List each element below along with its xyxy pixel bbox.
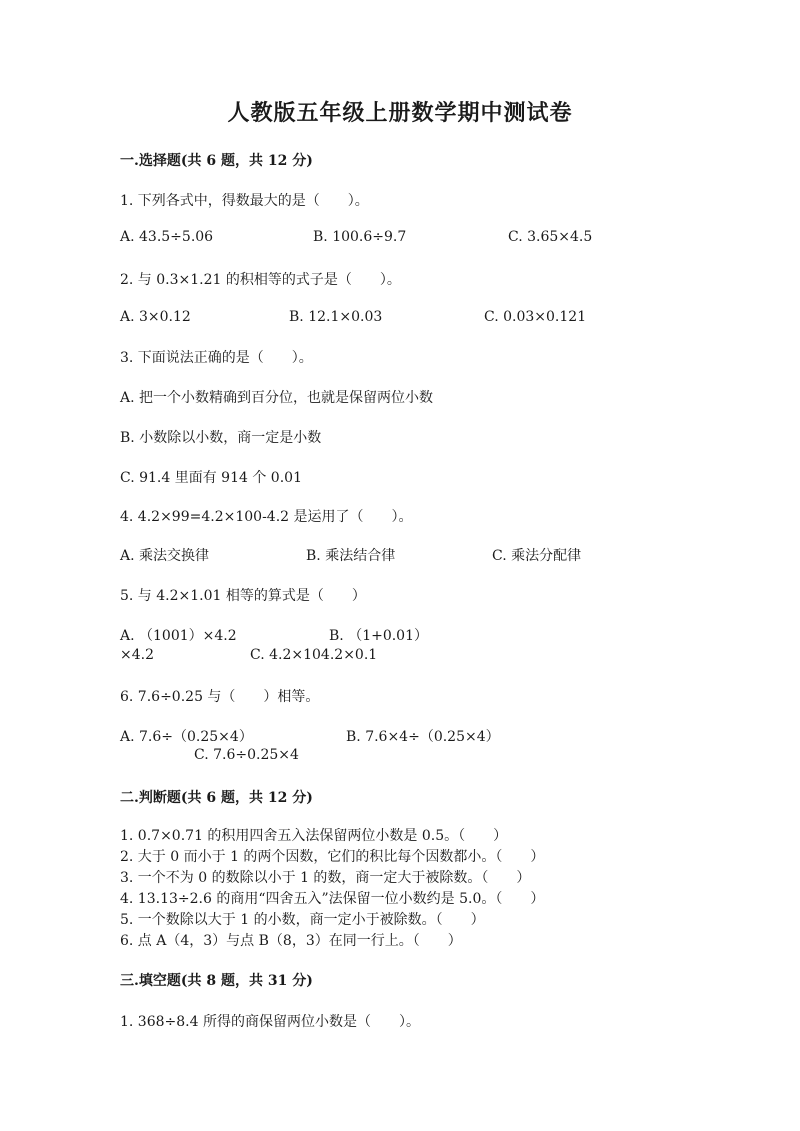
option-a: A. 7.6÷（0.25×4） <box>120 729 253 745</box>
option-c: C. 3.65×4.5 <box>508 229 593 245</box>
judgement-item: 6. 点 A（4，3）与点 B（8，3）在同一行上。（ ） <box>120 933 462 949</box>
option-a: A. 3×0.12 <box>120 309 191 325</box>
question-stem: 1. 368÷8.4 所得的商保留两位小数是（ ）。 <box>120 1014 420 1030</box>
judgement-item: 3. 一个不为 0 的数除以小于 1 的数，商一定大于被除数。（ ） <box>120 870 531 886</box>
option-c: C. 7.6÷0.25×4 <box>194 747 299 763</box>
section-heading-fill-blank: 三.填空题(共 8 题，共 31 分) <box>120 973 313 989</box>
question-stem: 1. 下列各式中，得数最大的是（ ）。 <box>120 193 369 209</box>
option-b: B. 小数除以小数，商一定是小数 <box>120 430 322 446</box>
option-c: C. 91.4 里面有 914 个 0.01 <box>120 470 302 486</box>
option-b: B. 乘法结合律 <box>306 548 396 564</box>
page-title: 人教版五年级上册数学期中测试卷 <box>227 100 573 126</box>
option-c: C. 4.2×104.2×0.1 <box>250 647 378 663</box>
option-c: C. 0.03×0.121 <box>484 309 587 325</box>
option-b-continued: ×4.2 <box>120 647 154 663</box>
question-stem: 4. 4.2×99=4.2×100-4.2 是运用了（ ）。 <box>120 509 413 525</box>
question-stem: 3. 下面说法正确的是（ ）。 <box>120 350 313 366</box>
question-stem: 2. 与 0.3×1.21 的积相等的式子是（ ）。 <box>120 272 401 288</box>
option-a: A. 把一个小数精确到百分位，也就是保留两位小数 <box>120 390 434 406</box>
judgement-item: 4. 13.13÷2.6 的商用“四舍五入”法保留一位小数约是 5.0。（ ） <box>120 891 545 907</box>
question-stem: 5. 与 4.2×1.01 相等的算式是（ ） <box>120 588 366 604</box>
option-a: A. （1001）×4.2 <box>120 628 237 644</box>
judgement-item: 5. 一个数除以大于 1 的小数，商一定小于被除数。（ ） <box>120 912 485 928</box>
option-b: B. 12.1×0.03 <box>289 309 383 325</box>
option-a: A. 乘法交换律 <box>120 548 210 564</box>
judgement-item: 1. 0.7×0.71 的积用四舍五入法保留两位小数是 0.5。（ ） <box>120 828 508 844</box>
question-stem: 6. 7.6÷0.25 与（ ）相等。 <box>120 689 320 705</box>
option-b: B. （1+0.01） <box>329 628 428 644</box>
section-heading-judgement: 二.判断题(共 6 题，共 12 分) <box>120 790 313 806</box>
option-b: B. 7.6×4÷（0.25×4） <box>346 729 500 745</box>
option-c: C. 乘法分配律 <box>492 548 582 564</box>
option-b: B. 100.6÷9.7 <box>313 229 407 245</box>
section-heading-choice: 一.选择题(共 6 题，共 12 分) <box>120 153 313 169</box>
option-a: A. 43.5÷5.06 <box>120 229 214 245</box>
judgement-item: 2. 大于 0 而小于 1 的两个因数，它们的积比每个因数都小。（ ） <box>120 849 545 865</box>
